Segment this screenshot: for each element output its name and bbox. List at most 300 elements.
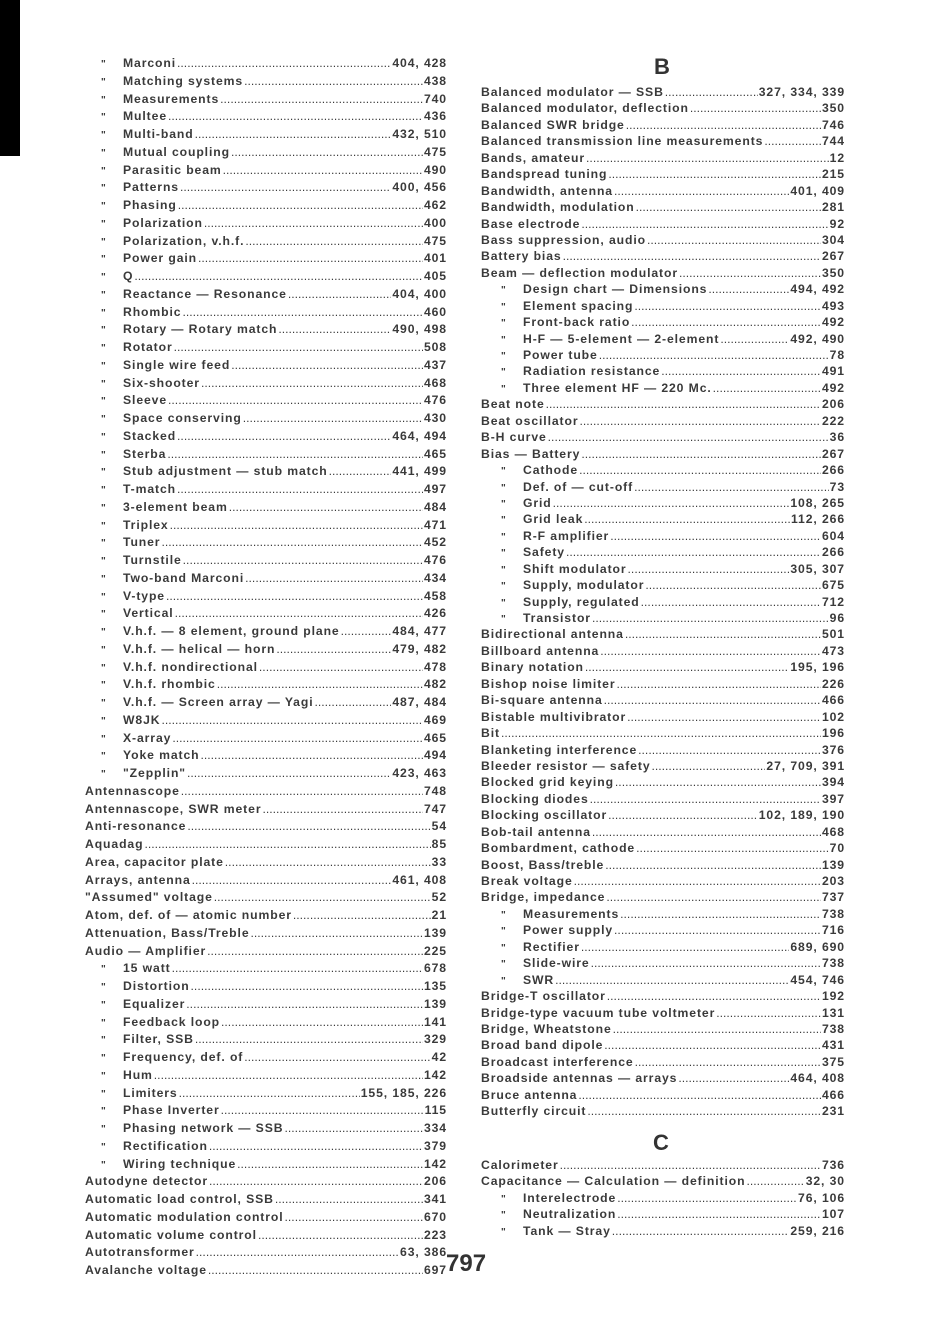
entry-pages: 192 (821, 989, 845, 1004)
ditto-mark: " (501, 531, 507, 543)
ditto-mark: " (101, 343, 107, 354)
entry-term: Broad band dipole (481, 1038, 604, 1053)
index-subentry (481, 380, 845, 396)
entry-term: Boost, Bass/treble (481, 857, 605, 872)
index-subentry (85, 730, 447, 748)
ditto-mark: " (501, 301, 507, 313)
dot-leader (764, 133, 821, 149)
entry-pages: 740 (423, 91, 447, 106)
dot-leader (574, 873, 821, 889)
entry-pages: 473 (821, 643, 845, 658)
entry-term: Rectifier (523, 939, 580, 954)
dot-leader (258, 1227, 423, 1245)
entry-term: Safety (523, 545, 565, 560)
entry-term: Bistable multivibrator (481, 709, 627, 724)
dot-leader (604, 1037, 821, 1053)
dot-leader (244, 1049, 430, 1067)
index-entry (481, 889, 845, 905)
entry-pages: 33 (431, 854, 447, 869)
index-subentry (481, 462, 845, 478)
entry-term: Antennascope (85, 783, 180, 798)
entry-pages: 431 (821, 1038, 845, 1053)
dot-leader (678, 1070, 789, 1086)
index-entry (481, 216, 845, 232)
dot-leader (315, 694, 392, 712)
entry-term: Bob-tail antenna (481, 824, 591, 839)
entry-pages: 36 (829, 430, 845, 445)
index-subentry (85, 392, 447, 410)
dot-leader (592, 610, 829, 626)
entry-pages: 464, 494 (392, 428, 447, 443)
index-subentry (85, 179, 447, 197)
ditto-mark: " (101, 964, 107, 976)
entry-pages: 27, 709, 391 (766, 758, 845, 773)
entry-term: Antennascope, SWR meter (85, 801, 262, 816)
entry-pages: 259, 216 (790, 1223, 845, 1238)
entry-pages: 678 (423, 961, 447, 976)
index-subentry (481, 906, 845, 922)
dot-leader (581, 216, 828, 232)
entry-pages: 460 (423, 304, 447, 319)
index-subentry (85, 197, 447, 215)
dot-leader (167, 446, 423, 464)
entry-term: Capacitance — Calculation — definition (481, 1174, 746, 1189)
index-section-c (481, 1157, 845, 1239)
entry-term: Automatic modulation control (85, 1209, 284, 1224)
entry-term: Bit (481, 726, 500, 741)
entry-term: Butterfly circuit (481, 1104, 587, 1119)
dot-leader (243, 410, 423, 428)
dot-leader (177, 428, 391, 446)
entry-pages: 107 (821, 1207, 845, 1222)
entry-term: Six-shooter (123, 375, 200, 390)
dot-leader (187, 765, 391, 783)
entry-term: Audio — Amplifier (85, 943, 207, 958)
entry-term: Sterba (123, 446, 167, 461)
index-entry (481, 988, 845, 1004)
entry-pages: 350 (821, 101, 845, 116)
index-entry (85, 1262, 447, 1280)
ditto-mark: " (101, 538, 107, 550)
ditto-mark: " (101, 609, 107, 621)
dot-leader (652, 758, 766, 774)
entry-pages: 375 (821, 1054, 845, 1069)
index-subentry (85, 534, 447, 552)
index-entry (481, 183, 845, 199)
dot-leader (631, 314, 821, 330)
entry-term: Vertical (123, 606, 174, 621)
dot-leader (245, 570, 423, 588)
entry-pages: 487, 484 (392, 695, 447, 709)
index-entry (481, 265, 845, 281)
entry-pages: 267 (821, 446, 845, 461)
entry-term: Two-band Marconi (123, 570, 245, 585)
entry-pages: 404, 428 (392, 56, 447, 70)
dot-leader (209, 1173, 423, 1191)
index-subentry (481, 314, 845, 330)
dot-leader (604, 692, 821, 708)
section-heading-c: C (653, 1130, 669, 1155)
index-subentry (481, 298, 845, 314)
index-entry (481, 199, 845, 215)
index-entry (481, 1157, 845, 1173)
ditto-mark: " (101, 431, 107, 443)
index-entry (481, 1103, 845, 1119)
ditto-mark: " (101, 1017, 107, 1029)
entry-pages: 223 (423, 1227, 447, 1242)
entry-pages: 430 (423, 411, 447, 425)
entry-term: Cathode (523, 463, 579, 478)
index-subentry (85, 1049, 447, 1067)
entry-pages: 195, 196 (790, 660, 845, 675)
ditto-mark: " (101, 449, 107, 461)
index-entry (85, 925, 447, 943)
dot-leader (262, 801, 422, 819)
dot-leader (665, 84, 758, 100)
entry-pages: 475 (423, 144, 447, 159)
dot-leader (580, 413, 821, 429)
index-subentry (85, 605, 447, 623)
entry-pages: 226 (821, 676, 845, 691)
entry-pages: 501 (821, 627, 845, 642)
dot-leader (285, 1209, 423, 1227)
entry-pages: 12 (829, 150, 845, 165)
index-subentry (481, 544, 845, 560)
ditto-mark: " (101, 94, 107, 106)
ditto-mark: " (101, 147, 107, 159)
index-subentry (481, 528, 845, 544)
dot-leader (217, 676, 423, 694)
entry-pages: 404, 400 (392, 286, 447, 301)
entry-term: Bidirectional antenna (481, 627, 624, 642)
entry-pages: 441, 499 (392, 464, 447, 479)
entry-pages: 716 (821, 923, 845, 938)
entry-pages: 139 (821, 857, 845, 872)
index-subentry (481, 511, 845, 527)
ditto-mark: " (101, 272, 107, 283)
entry-term: Arrays, antenna (85, 872, 191, 887)
entry-pages: 400, 456 (392, 180, 447, 195)
index-subentry (481, 972, 845, 988)
entry-term: Distortion (123, 979, 190, 993)
entry-term: Turnstile (123, 553, 182, 567)
index-subentry (85, 410, 447, 428)
entry-term: B-H curve (481, 430, 547, 445)
dot-leader (581, 939, 789, 955)
dot-leader (746, 1173, 804, 1189)
entry-pages: 468 (423, 375, 447, 390)
dot-leader (231, 357, 423, 375)
entry-term: X-array (123, 730, 172, 745)
dot-leader (553, 495, 790, 511)
dot-leader (627, 709, 821, 725)
entry-term: Multi-band (123, 127, 194, 141)
entry-term: Rectification (123, 1138, 208, 1153)
dot-leader (161, 534, 423, 552)
entry-pages: 215 (821, 167, 845, 182)
index-entry (481, 742, 845, 758)
index-subentry (85, 55, 447, 73)
index-entry (85, 836, 447, 854)
entry-term: Bleeder resistor — safety (481, 758, 651, 773)
index-subentry (85, 446, 447, 464)
entry-term: Stacked (123, 428, 177, 443)
entry-term: Bias — Battery (481, 446, 581, 461)
index-entry (481, 1021, 845, 1037)
entry-pages: 304 (821, 232, 845, 247)
entry-pages: 266 (821, 545, 845, 560)
entry-term: Binary notation (481, 660, 584, 675)
entry-pages: 746 (821, 117, 845, 132)
ditto-mark: " (501, 482, 507, 494)
entry-pages: 670 (423, 1209, 447, 1224)
entry-pages: 462 (423, 198, 447, 212)
entry-pages: 379 (423, 1138, 447, 1153)
index-entry (85, 1209, 447, 1227)
entry-term: Blocking diodes (481, 791, 589, 806)
entry-pages: 466 (821, 1087, 845, 1102)
dot-leader (172, 960, 423, 978)
ditto-mark: " (101, 502, 107, 514)
ditto-mark: " (101, 307, 107, 319)
index-entry (481, 791, 845, 807)
index-entry (481, 396, 845, 412)
index-entry (481, 709, 845, 725)
dot-leader (225, 854, 431, 872)
ditto-mark: " (101, 396, 107, 408)
entry-pages: 490, 498 (392, 322, 447, 337)
entry-term: Single wire feed (123, 357, 231, 372)
entry-term: Bandspread tuning (481, 167, 608, 182)
ditto-mark: " (501, 1226, 507, 1238)
dot-leader (195, 126, 392, 144)
dot-leader (192, 872, 392, 890)
dot-leader (201, 747, 423, 765)
entry-pages: 54 (431, 819, 447, 834)
entry-pages: 484, 477 (392, 624, 447, 638)
entry-term: V.h.f. — helical — horn (123, 641, 276, 656)
entry-pages: 748 (423, 783, 447, 798)
dot-leader (616, 676, 820, 692)
dot-leader (284, 1120, 423, 1138)
ditto-mark: " (501, 942, 507, 954)
dot-leader (198, 250, 423, 268)
dot-leader (196, 1244, 399, 1262)
entry-term: Power tube (523, 348, 598, 362)
entry-term: Three element HF — 220 Mc. (523, 380, 712, 395)
index-entry (481, 1005, 845, 1021)
ditto-mark: " (101, 591, 107, 603)
index-subentry (85, 304, 447, 322)
entry-term: Battery bias (481, 249, 562, 264)
entry-pages: 305, 307 (790, 561, 845, 576)
entry-pages: 203 (821, 874, 845, 888)
entry-pages: 738 (821, 956, 845, 971)
entry-term: Balanced modulator, deflection (481, 101, 689, 116)
dot-leader (563, 248, 821, 264)
ditto-mark: " (101, 130, 107, 141)
dot-leader (201, 375, 423, 393)
index-subentry (481, 281, 845, 297)
ditto-mark: " (501, 959, 507, 971)
entry-term: V.h.f. — 8 element, ground plane (123, 624, 340, 638)
entry-pages: 266 (821, 463, 845, 478)
entry-pages: 675 (821, 578, 845, 593)
entry-term: Phasing (123, 198, 177, 212)
entry-pages: 744 (821, 134, 845, 149)
entry-pages: 497 (423, 482, 447, 496)
dot-leader (617, 1206, 821, 1222)
dot-leader (641, 594, 821, 610)
entry-term: Calorimeter (481, 1158, 559, 1172)
dot-leader (634, 479, 829, 495)
entry-term: Autotransformer (85, 1245, 195, 1260)
ditto-mark: " (101, 59, 107, 70)
index-subentry (85, 499, 447, 517)
index-subentry (481, 331, 845, 347)
index-entry (481, 413, 845, 429)
dot-leader (178, 197, 423, 215)
dot-leader (607, 988, 821, 1004)
entry-pages: 206 (821, 397, 845, 412)
dot-leader (625, 626, 821, 642)
ditto-mark: " (101, 112, 107, 124)
entry-pages: 206 (423, 1174, 447, 1189)
entry-pages: 452 (423, 535, 447, 550)
dot-leader (636, 840, 829, 856)
index-subentry (85, 428, 447, 446)
entry-term: Bruce antenna (481, 1087, 578, 1102)
index-subentry (481, 594, 845, 610)
index-subentry (481, 495, 845, 511)
index-subentry (85, 676, 447, 694)
index-entry (481, 100, 845, 116)
dot-leader (170, 517, 423, 535)
dot-leader (220, 91, 423, 109)
dot-leader (716, 1005, 821, 1021)
entry-term: 15 watt (123, 961, 171, 976)
entry-pages: 464, 408 (790, 1071, 845, 1086)
page-number: 797 (446, 1250, 487, 1277)
index-subentry (85, 233, 447, 251)
entry-term: Bridge-T oscillator (481, 989, 606, 1004)
entry-pages: 76, 106 (798, 1190, 845, 1205)
dot-leader (177, 481, 423, 499)
entry-pages: 475 (423, 233, 447, 248)
entry-term: Area, capacitor plate (85, 854, 224, 869)
entry-term: V.h.f. nondirectional (123, 659, 258, 674)
entry-pages: 394 (821, 775, 845, 790)
entry-term: Yoke match (123, 748, 200, 763)
dot-leader (614, 183, 789, 199)
entry-term: Balanced transmission line measurements (481, 134, 764, 149)
entry-pages: 747 (423, 801, 447, 816)
index-subentry (85, 144, 447, 162)
entry-pages: 115 (424, 1103, 447, 1118)
index-subentry (481, 1206, 845, 1222)
dot-leader (560, 1157, 821, 1173)
entry-term: Autodyne detector (85, 1174, 208, 1189)
dot-leader (154, 1067, 423, 1085)
index-entry (85, 1191, 447, 1209)
entry-term: Radiation resistance (523, 364, 661, 379)
entry-term: Bi-square antenna (481, 693, 603, 708)
entry-term: "Zepplin" (123, 766, 186, 780)
entry-term: Bishop noise limiter (481, 676, 616, 691)
index-subentry (85, 321, 447, 339)
entry-term: Bandwidth, modulation (481, 200, 635, 215)
index-subentry (481, 577, 845, 593)
dot-leader (251, 925, 423, 943)
index-entry (85, 801, 447, 819)
entry-term: T-match (123, 482, 177, 496)
dot-leader (195, 1031, 423, 1049)
index-subentry (85, 108, 447, 126)
dot-leader (690, 100, 821, 116)
index-subentry (85, 996, 447, 1014)
entry-pages: 508 (423, 340, 447, 354)
entry-term: 3-element beam (123, 499, 228, 514)
dot-leader (229, 499, 423, 517)
entry-term: Rotator (123, 340, 173, 354)
ditto-mark: " (101, 751, 107, 763)
entry-term: Tank — Stray (523, 1223, 611, 1238)
index-subentry (85, 765, 447, 783)
index-entry (481, 692, 845, 708)
dot-leader (555, 972, 789, 988)
index-subentry (481, 922, 845, 938)
entry-term: Beat note (481, 397, 545, 412)
entry-pages: 139 (423, 996, 447, 1011)
entry-term: V-type (123, 588, 165, 603)
index-entry (481, 232, 845, 248)
dot-leader (586, 150, 829, 166)
ditto-mark: " (101, 573, 107, 585)
entry-pages: 222 (821, 413, 845, 428)
entry-pages: 108, 265 (790, 495, 845, 510)
ditto-mark: " (101, 414, 107, 425)
dot-leader (208, 1262, 423, 1280)
entry-term: Frequency, def. of (123, 1050, 244, 1064)
dot-leader (679, 265, 821, 281)
index-entry (481, 857, 845, 873)
entry-pages: 139 (423, 925, 447, 940)
ditto-mark: " (101, 662, 107, 674)
index-entry (85, 907, 447, 925)
entry-term: Balanced modulator — SSB (481, 85, 664, 99)
index-subentry (85, 588, 447, 606)
entry-term: Multee (123, 109, 167, 124)
ditto-mark: " (501, 597, 507, 609)
entry-term: Aquadag (85, 837, 144, 851)
index-entry (481, 1070, 845, 1086)
dot-leader (608, 807, 758, 823)
entry-term: Bridge, Wheatstone (481, 1021, 612, 1036)
entry-pages: 401 (423, 251, 447, 266)
entry-pages: 434 (423, 570, 447, 585)
ditto-mark: " (101, 201, 107, 212)
entry-pages: 466 (821, 693, 845, 708)
index-subentry (85, 481, 447, 499)
entry-pages: 492 (821, 380, 845, 395)
entry-term: Blocked grid keying (481, 775, 614, 790)
entry-pages: 281 (821, 200, 845, 215)
ditto-mark: " (501, 614, 507, 625)
entry-term: Rotary — Rotary match (123, 322, 278, 337)
index-entry (85, 783, 447, 801)
entry-pages: 21 (431, 908, 447, 922)
entry-pages: 737 (821, 890, 845, 905)
